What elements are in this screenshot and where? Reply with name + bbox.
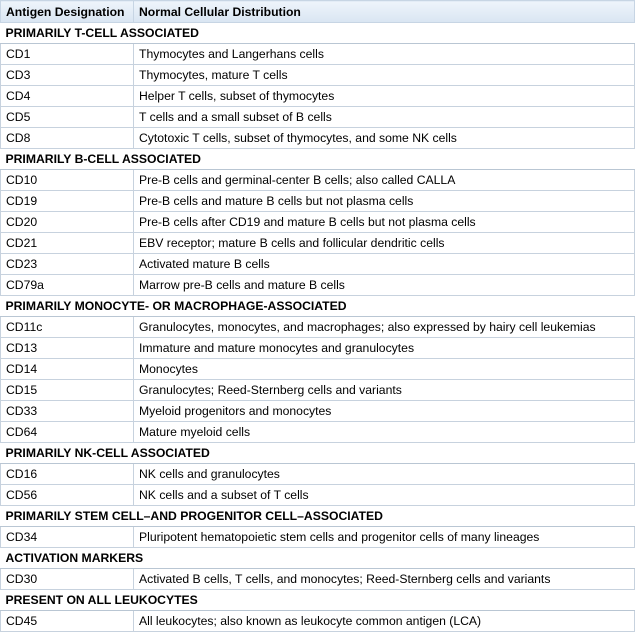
cellular-distribution-cell: Helper T cells, subset of thymocytes [134, 86, 635, 107]
section-title: PRESENT ON ALL LEUKOCYTES [1, 590, 635, 611]
section-header-row [1, 590, 635, 611]
cellular-distribution-cell: Cytotoxic T cells, subset of thymocytes, and some NK cells [134, 128, 635, 149]
table-row [1, 359, 635, 380]
table-row [1, 254, 635, 275]
table-row [1, 65, 635, 86]
section-header-row [1, 23, 635, 44]
header-row [1, 1, 635, 23]
cellular-distribution-cell: Myeloid progenitors and monocytes [134, 401, 635, 422]
section-title: PRIMARILY STEM CELL–AND PROGENITOR CELL–ASSOCIATED [1, 506, 635, 527]
antigen-designation-cell: CD14 [1, 359, 134, 380]
cellular-distribution-cell: Monocytes [134, 359, 635, 380]
cellular-distribution-cell: Thymocytes, mature T cells [134, 65, 635, 86]
column-header-antigen-designation: Antigen Designation [1, 1, 134, 23]
antigen-designation-cell: CD23 [1, 254, 134, 275]
cellular-distribution-cell: Activated B cells, T cells, and monocytes; Reed-Sternberg cells and variants [134, 569, 635, 590]
table-body [1, 23, 635, 632]
antigen-designation-cell: CD15 [1, 380, 134, 401]
antigen-designation-cell: CD3 [1, 65, 134, 86]
section-title: PRIMARILY MONOCYTE- OR MACROPHAGE-ASSOCIATED [1, 296, 635, 317]
table-row [1, 527, 635, 548]
section-title: PRIMARILY T-CELL ASSOCIATED [1, 23, 635, 44]
antigen-designation-cell: CD34 [1, 527, 134, 548]
antigen-designation-cell: CD11c [1, 317, 134, 338]
antigen-designation-cell: CD56 [1, 485, 134, 506]
cellular-distribution-cell: All leukocytes; also known as leukocyte common antigen (LCA) [134, 611, 635, 632]
table-row [1, 422, 635, 443]
table-row [1, 191, 635, 212]
cellular-distribution-cell: Marrow pre-B cells and mature B cells [134, 275, 635, 296]
table-row [1, 233, 635, 254]
cellular-distribution-cell: Pre-B cells and germinal-center B cells; also called CALLA [134, 170, 635, 191]
antigen-designation-cell: CD16 [1, 464, 134, 485]
antigen-designation-cell: CD64 [1, 422, 134, 443]
table-row [1, 212, 635, 233]
section-header-row [1, 149, 635, 170]
antigen-designation-cell: CD21 [1, 233, 134, 254]
antigen-designation-cell: CD1 [1, 44, 134, 65]
cellular-distribution-cell: Mature myeloid cells [134, 422, 635, 443]
cellular-distribution-cell: Pre-B cells after CD19 and mature B cells but not plasma cells [134, 212, 635, 233]
section-header-row [1, 296, 635, 317]
table-row [1, 317, 635, 338]
antigen-designation-cell: CD8 [1, 128, 134, 149]
table-row [1, 485, 635, 506]
cellular-distribution-cell: NK cells and granulocytes [134, 464, 635, 485]
section-header-row [1, 506, 635, 527]
antigen-designation-cell: CD13 [1, 338, 134, 359]
section-title: PRIMARILY B-CELL ASSOCIATED [1, 149, 635, 170]
antigen-designation-cell: CD5 [1, 107, 134, 128]
table-row [1, 44, 635, 65]
section-title: ACTIVATION MARKERS [1, 548, 635, 569]
table-row [1, 86, 635, 107]
cellular-distribution-cell: Thymocytes and Langerhans cells [134, 44, 635, 65]
cellular-distribution-cell: Granulocytes; Reed-Sternberg cells and variants [134, 380, 635, 401]
antigen-designation-cell: CD45 [1, 611, 134, 632]
table-row [1, 107, 635, 128]
cellular-distribution-cell: Granulocytes, monocytes, and macrophages; also expressed by hairy cell leukemias [134, 317, 635, 338]
antigen-designation-cell: CD30 [1, 569, 134, 590]
section-header-row [1, 443, 635, 464]
table-row [1, 401, 635, 422]
table-row [1, 611, 635, 632]
table-header [1, 1, 635, 23]
table-row [1, 338, 635, 359]
cellular-distribution-cell: Immature and mature monocytes and granulocytes [134, 338, 635, 359]
section-header-row [1, 548, 635, 569]
table-row [1, 170, 635, 191]
antigen-designation-cell: CD33 [1, 401, 134, 422]
cellular-distribution-cell: T cells and a small subset of B cells [134, 107, 635, 128]
section-title: PRIMARILY NK-CELL ASSOCIATED [1, 443, 635, 464]
cellular-distribution-cell: EBV receptor; mature B cells and follicular dendritic cells [134, 233, 635, 254]
table-row [1, 128, 635, 149]
cellular-distribution-cell: NK cells and a subset of T cells [134, 485, 635, 506]
table-row [1, 275, 635, 296]
table-row [1, 569, 635, 590]
antigen-designation-cell: CD79a [1, 275, 134, 296]
antigen-designation-cell: CD4 [1, 86, 134, 107]
table-row [1, 464, 635, 485]
table-row [1, 380, 635, 401]
cellular-distribution-cell: Activated mature B cells [134, 254, 635, 275]
cellular-distribution-cell: Pluripotent hematopoietic stem cells and progenitor cells of many lineages [134, 527, 635, 548]
antigen-designation-cell: CD10 [1, 170, 134, 191]
antigen-designation-cell: CD19 [1, 191, 134, 212]
column-header-normal-cellular-distribution: Normal Cellular Distribution [134, 1, 635, 23]
cellular-distribution-cell: Pre-B cells and mature B cells but not plasma cells [134, 191, 635, 212]
antigen-designation-cell: CD20 [1, 212, 134, 233]
